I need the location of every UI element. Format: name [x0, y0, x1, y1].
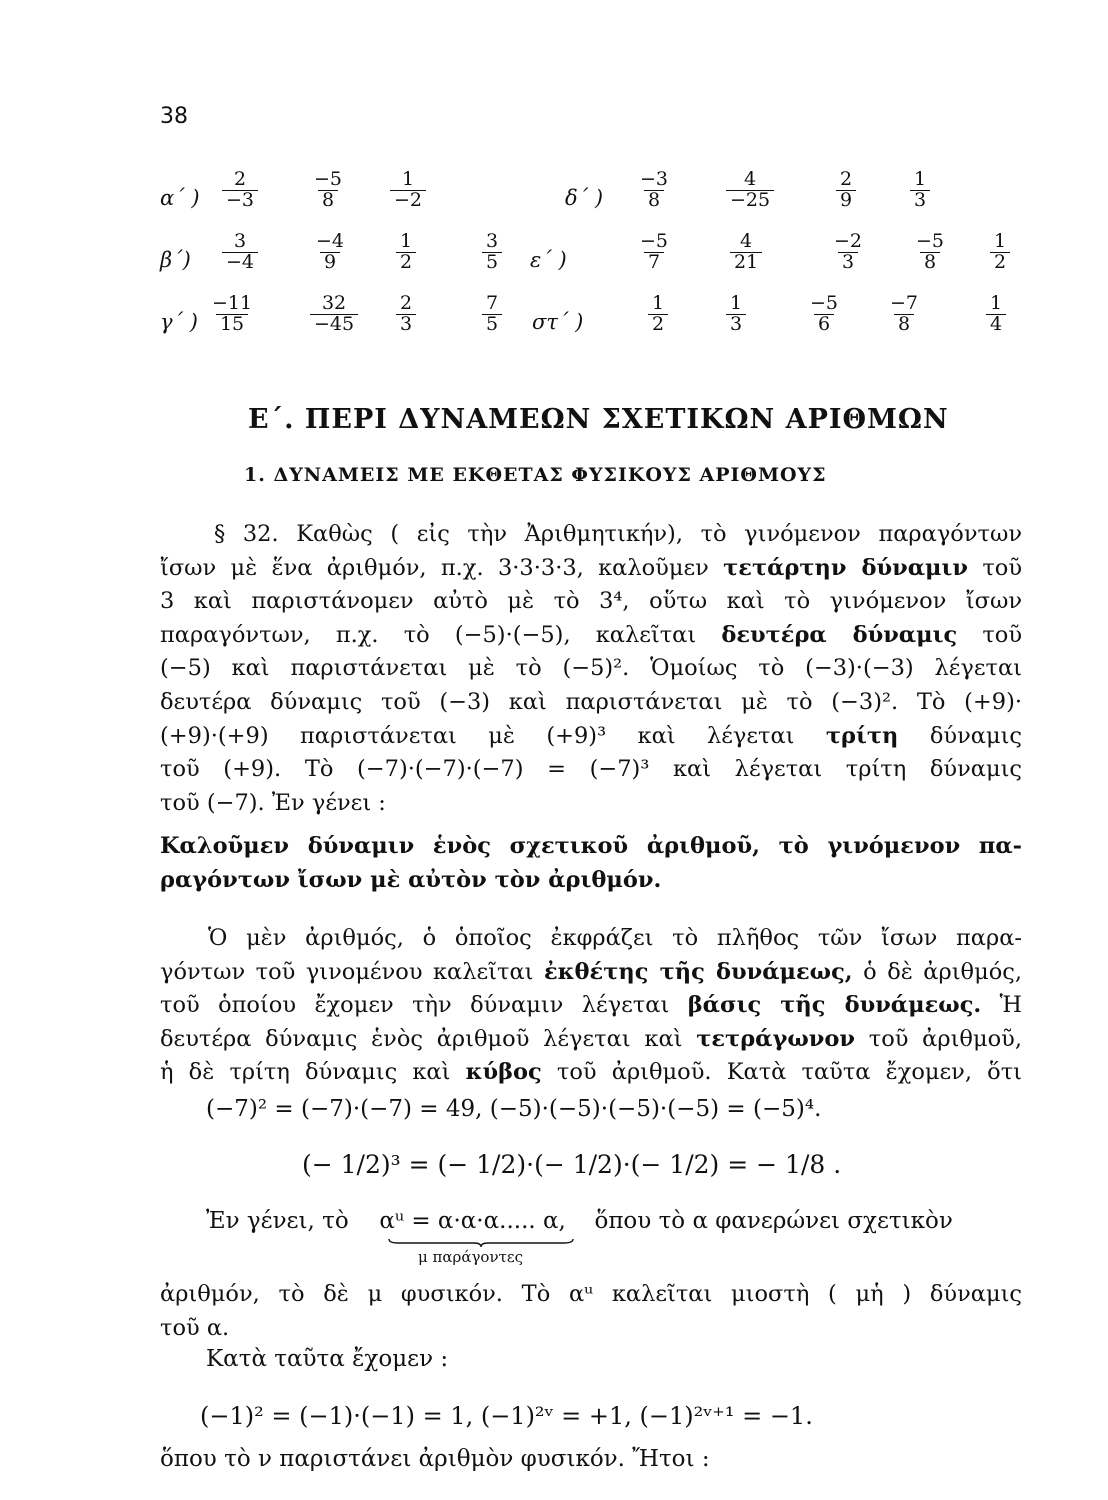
numerator: 1 [914, 168, 927, 190]
fraction [986, 294, 1006, 335]
fraction [836, 170, 856, 211]
fraction [636, 232, 672, 273]
text-line: τοῦ (−7). Ἐν γένει : [160, 789, 386, 816]
numerator: −5 [916, 230, 945, 252]
denominator: 5 [482, 314, 502, 335]
fraction [830, 232, 866, 273]
page-number: 38 [160, 104, 188, 129]
denominator: 8 [318, 190, 338, 211]
definition-line: Καλοῦμεν δύναμιν ἑνὸς σχετικοῦ ἀριθμοῦ, τὸ γινόμενον πα- [160, 833, 1022, 859]
numerator: 2 [233, 168, 247, 190]
numerator: 7 [486, 292, 499, 314]
numerator: 1 [652, 292, 665, 314]
denominator: 2 [990, 252, 1010, 273]
fraction [390, 170, 426, 211]
denominator: 2 [396, 252, 416, 273]
final-line: ὅπου τὸ ν παριστάνει ἀριθμὸν φυσικόν. Ἤτοι : [160, 1446, 710, 1472]
definition [160, 830, 1022, 897]
numerator: −7 [890, 292, 919, 314]
text-line: τοῦ (+9). Τὸ (−7)·(−7)·(−7) = (−7)³ καὶ λέγεται τρίτη δύναμις [160, 756, 1022, 783]
fraction [990, 232, 1010, 273]
numerator: 4 [740, 230, 753, 252]
paragraph-exponent [160, 922, 1022, 1090]
text-line: ἡ δὲ τρίτη δύναμις καὶ κύβος τοῦ ἀριθμοῦ. Κατὰ ταῦτα ἔχομεν, ὅτι [160, 1059, 1022, 1086]
denominator: 15 [216, 314, 248, 335]
text-line: τοῦ α. [160, 1314, 230, 1341]
denominator: 21 [730, 252, 762, 273]
numerator: 1 [994, 230, 1007, 252]
denominator: 3 [838, 252, 858, 273]
denominator: 2 [648, 314, 668, 335]
fraction [482, 232, 502, 273]
subsection-title: 1. ΔΥΝΑΜΕΙΣ ΜΕ ΕΚΘΕΤΑΣ ΦΥΣΙΚΟΥΣ ΑΡΙΘΜΟΥΣ [244, 464, 827, 486]
underbrace-label: μ παράγοντες [418, 1248, 524, 1266]
numerator: 4 [744, 168, 757, 190]
fraction [648, 294, 668, 335]
text-line: Ὁ μὲν ἀριθμός, ὁ ὁποῖος ἐκφράζει τὸ πλῆθος τῶν ἴσων παρα- [208, 925, 1022, 951]
kata-tauta: Κατὰ ταῦτα ἔχομεν : [206, 1346, 449, 1372]
text-line: (−5) καὶ παριστάνεται μὲ τὸ (−5)². Ὁμοίως τὸ (−3)·(−3) λέγεται [160, 655, 1022, 682]
denominator: 8 [920, 252, 940, 273]
exercise-label: β΄) [160, 248, 191, 272]
fraction [222, 232, 258, 273]
numerator: 1 [401, 168, 415, 190]
numerator: 1 [990, 292, 1003, 314]
numerator: 1 [400, 230, 413, 252]
fraction [806, 294, 842, 335]
formula-minus-one-powers: (−1)² = (−1)·(−1) = 1, (−1)²ᵛ = +1, (−1)²ᵛ⁺¹ = −1. [200, 1402, 813, 1430]
numerator: 3 [486, 230, 499, 252]
text-line: (+9)·(+9) παριστάνεται μὲ (+9)³ καὶ λέγεται τρίτη δύναμις [160, 722, 1022, 749]
text-line: ἴσων μὲ ἕνα ἀριθμόν, π.χ. 3·3·3·3, καλοῦμεν τετάρτην δύναμιν τοῦ [160, 554, 1023, 581]
denominator: 8 [894, 314, 914, 335]
formula-half-cubed: (− 1/2)³ = (− 1/2)·(− 1/2)·(− 1/2) = − 1/8 . [302, 1150, 842, 1179]
exercise-label: δ΄ ) [565, 186, 604, 210]
fraction [730, 232, 762, 273]
paragraph-32 [160, 518, 1022, 820]
underbrace [388, 1238, 574, 1248]
section-title: Ε΄. ΠΕΡΙ ΔΥΝΑΜΕΩΝ ΣΧΕΤΙΚΩΝ ΑΡΙΘΜΩΝ [248, 404, 949, 435]
text-line: 3 καὶ παριστάνομεν αὐτὸ μὲ τὸ 3⁴, οὕτω καὶ τὸ γινόμενον ἴσων [160, 588, 1022, 615]
fraction [912, 232, 948, 273]
numerator: 2 [840, 168, 853, 190]
fraction [312, 232, 348, 273]
fraction [910, 170, 930, 211]
numerator: −5 [314, 168, 343, 190]
fraction [726, 170, 774, 211]
formula-powers: (−7)² = (−7)·(−7) = 49, (−5)·(−5)·(−5)·(−5) = (−5)⁴. [206, 1096, 822, 1122]
denominator: 5 [482, 252, 502, 273]
general-definition-line: Ἐν γένει, τὸ αᵘ = α·α·α..... α, ὅπου τὸ α φανερώνει σχετικὸν [206, 1208, 953, 1234]
numerator: −5 [640, 230, 669, 252]
text-line: δευτέρα δύναμις τοῦ (−3) καὶ παριστάνεται μὲ τὸ (−3)². Τὸ (+9)· [160, 688, 1022, 715]
fraction [396, 232, 416, 273]
text-line: γόντων τοῦ γινομένου καλεῖται ἐκθέτης τῆς δυνάμεως, ὁ δὲ ἀριθμός, [160, 958, 1023, 985]
exercise-label: στ΄ ) [532, 310, 584, 334]
fraction [886, 294, 922, 335]
fraction [482, 294, 502, 335]
numerator: −11 [212, 292, 253, 314]
text-line: § 32. Καθὼς ( εἰς τὴν Ἀριθμητικήν), τὸ γινόμενον παραγόντων [214, 521, 1022, 547]
fraction [310, 170, 346, 211]
definition-line: ραγόντων ἴσων μὲ αὐτὸν τὸν ἀριθμόν. [160, 866, 662, 893]
numerator: −5 [810, 292, 839, 314]
denominator: 8 [644, 190, 664, 211]
fraction [636, 170, 672, 211]
exercise-label: γ΄ ) [160, 310, 198, 334]
text-line: τοῦ ὁποίου ἔχομεν τὴν δύναμιν λέγεται βάσις τῆς δυνάμεως. Ἡ [160, 992, 1022, 1019]
exercise-label: α΄ ) [160, 186, 200, 210]
text-line: ἀριθμόν, τὸ δὲ μ φυσικόν. Τὸ αᵘ καλεῖται μιοστὴ ( μἡ ) δύναμις [160, 1281, 1022, 1307]
paragraph-nth-power [160, 1278, 1022, 1345]
fraction [310, 294, 358, 335]
numerator: 32 [321, 292, 347, 314]
denominator: 6 [814, 314, 834, 335]
numerator: 1 [730, 292, 743, 314]
exercise-label: ε΄ ) [530, 248, 567, 272]
denominator: −4 [222, 252, 258, 273]
denominator: 9 [320, 252, 340, 273]
fraction [208, 294, 256, 335]
denominator: −3 [222, 190, 258, 211]
numerator: −3 [640, 168, 669, 190]
denominator: −2 [390, 190, 426, 211]
denominator: 3 [726, 314, 746, 335]
numerator: −4 [316, 230, 345, 252]
denominator: 3 [910, 190, 930, 211]
denominator: 9 [836, 190, 856, 211]
numerator: 3 [233, 230, 247, 252]
text-line: παραγόντων, π.χ. τὸ (−5)·(−5), καλεῖται δευτέρα δύναμις τοῦ [160, 621, 1023, 648]
denominator: 4 [986, 314, 1006, 335]
denominator: −25 [726, 190, 774, 211]
fraction [222, 170, 258, 211]
denominator: −45 [310, 314, 358, 335]
fraction [396, 294, 416, 335]
denominator: 3 [396, 314, 416, 335]
denominator: 7 [644, 252, 664, 273]
text-line: δευτέρα δύναμις ἑνὸς ἀριθμοῦ λέγεται καὶ τετράγωνον τοῦ ἀριθμοῦ, [160, 1025, 1022, 1052]
fraction [726, 294, 746, 335]
numerator: −2 [834, 230, 863, 252]
numerator: 2 [400, 292, 413, 314]
